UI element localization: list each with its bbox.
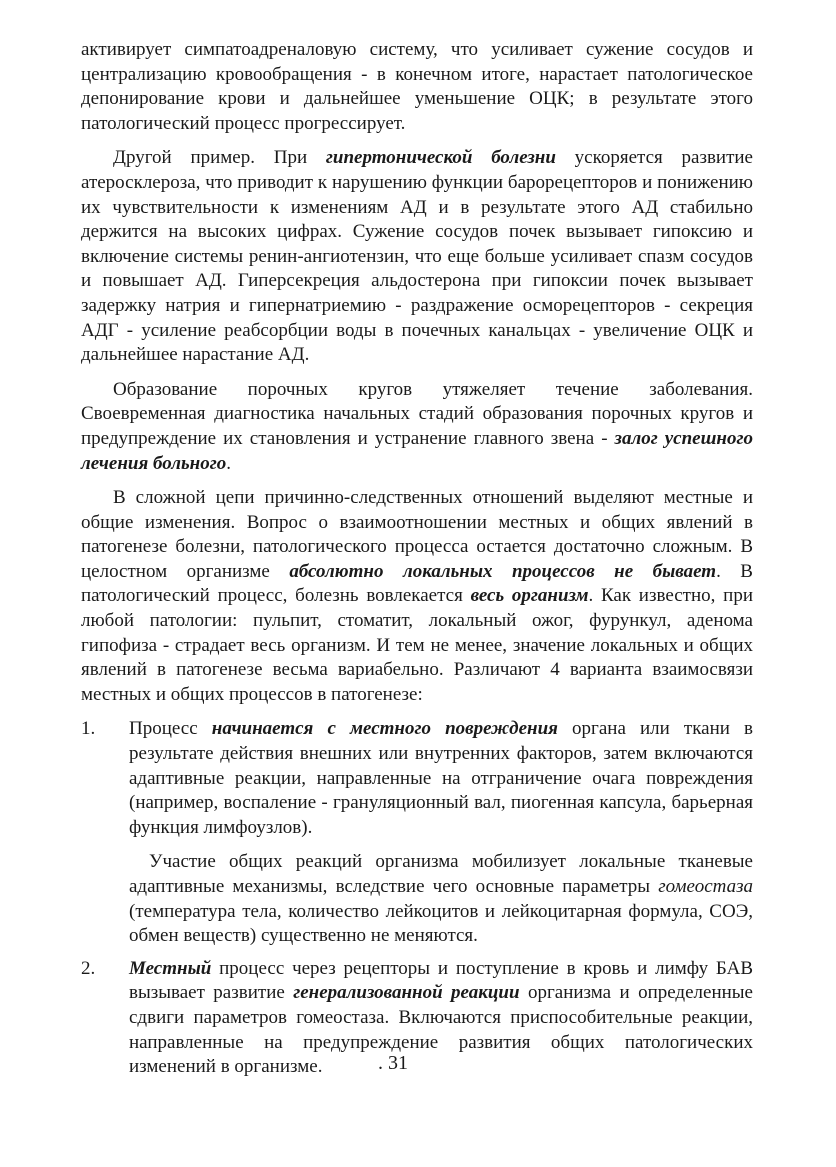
emphasis-term: генерализованной реакции: [293, 982, 520, 1004]
italic-term: гомеостаза: [658, 876, 753, 897]
list-item-subparagraph: [129, 850, 753, 948]
emphasis-term: начинается с местного повреждения: [211, 718, 558, 740]
emphasis-term: гипертонической болезни: [325, 147, 556, 169]
emphasis-term: абсолютно локальных процессов не бывает: [289, 560, 717, 582]
list-item-text: [129, 717, 753, 840]
paragraph-text: .: [226, 452, 231, 474]
paragraph-text: ускоряется развитие атеросклероза, что приводит к нарушению функции барорецепторов и понижению их чувствительности к изменениям АД и в результате этого АД стабильно держится на высоких цифрах. Сужение сосудов почек вызывает гипоксию и включение системы ренин-ангиотензин, что еще больше усиливает спазм сосудов и повышает АД. Гиперсекреция альдостерона при гипоксии почек вызывает задержку натрия и гипернатриемию - раздражение осморецепторов - секреция АДГ - усиление реабсорбции воды в почечных канальцах - увеличение ОЦК и дальнейшее нарастание АД.: [81, 147, 753, 366]
paragraph-continuation: [81, 38, 753, 136]
paragraph-text: активирует симпатоадреналовую систему, что усиливает сужение сосудов и централизацию кровообращения - в конечном итоге, нарастает патологическое депонирование крови и дальнейшее уменьшение ОЦК; в результате этого патологический процесс прогрессирует.: [81, 39, 753, 134]
paragraph-text: В сложной цепи причинно-следственных отношений выделяют местные и общие изменения. Вопрос о взаимоотношении местных и общих явлений в патогенезе болезни, патологического процесса остается достаточно сложным. В целостном организме: [81, 487, 753, 582]
list-number: 1.: [81, 718, 96, 740]
paragraph-text: (температура тела, количество лейкоцитов и лейкоцитарная формула, СОЭ, обмен веществ) существенно не меняются.: [129, 900, 753, 947]
list-item: [81, 717, 753, 948]
list-number: 2.: [81, 957, 96, 979]
emphasis-term: весь организм: [470, 585, 589, 607]
emphasis-term: залог успешного лечения больного: [81, 427, 753, 474]
paragraph-text: Другой пример. При: [113, 147, 326, 169]
emphasis-term: Местный: [129, 957, 212, 979]
page-number: . 31: [378, 1052, 408, 1074]
paragraph-text: Процесс: [129, 718, 212, 740]
paragraph-text: Участие общих реакций организма мобилизует локальные тканевые адаптивные механизмы, вследствие чего основные параметры: [129, 851, 753, 897]
paragraph-text: . В патологический процесс, болезнь вовлекается: [81, 560, 753, 607]
list-item-body: [129, 957, 753, 1080]
paragraph-text: Образование порочных кругов утяжеляет течение заболевания. Своевременная диагностика начальных стадий образования порочных кругов и предупреждение их становления и устранение главного звена -: [81, 378, 753, 449]
paragraph-text: процесс через рецепторы и поступление в кровь и лимфу БАВ вызывает развитие: [129, 957, 753, 1004]
paragraph-text: организма и определенные сдвиги параметров гомеостаза. Включаются приспособительные реакции, направленные на предупреждение развития общих патологических изменений в организме.: [129, 982, 753, 1078]
paragraph-text: органа или ткани в результате действия внешних или внутренних факторов, затем включаются адаптивные реакции, направленные на отграничение очага повреждения (например, воспаление - грануляционный вал, пиогенная капсула, барьерная функция лимфоузлов).: [129, 718, 754, 838]
paragraph-hypertension-example: [81, 146, 753, 367]
paragraph-local-general: [81, 486, 753, 707]
list-item-body: [129, 717, 753, 948]
document-page: [81, 38, 753, 1088]
list-item: [81, 957, 753, 1080]
paragraph-text: . Как известно, при любой патологии: пульпит, стоматит, локальный ожог, фурункул, аденома гипофиза - страдает весь организм. И тем не менее, значение локальных и общих явлений в патогенезе весьма вариабельно. Различают 4 варианта взаимосвязи местных и общих процессов в патогенезе:: [81, 585, 753, 705]
paragraph-vicious-circles: [81, 378, 753, 476]
